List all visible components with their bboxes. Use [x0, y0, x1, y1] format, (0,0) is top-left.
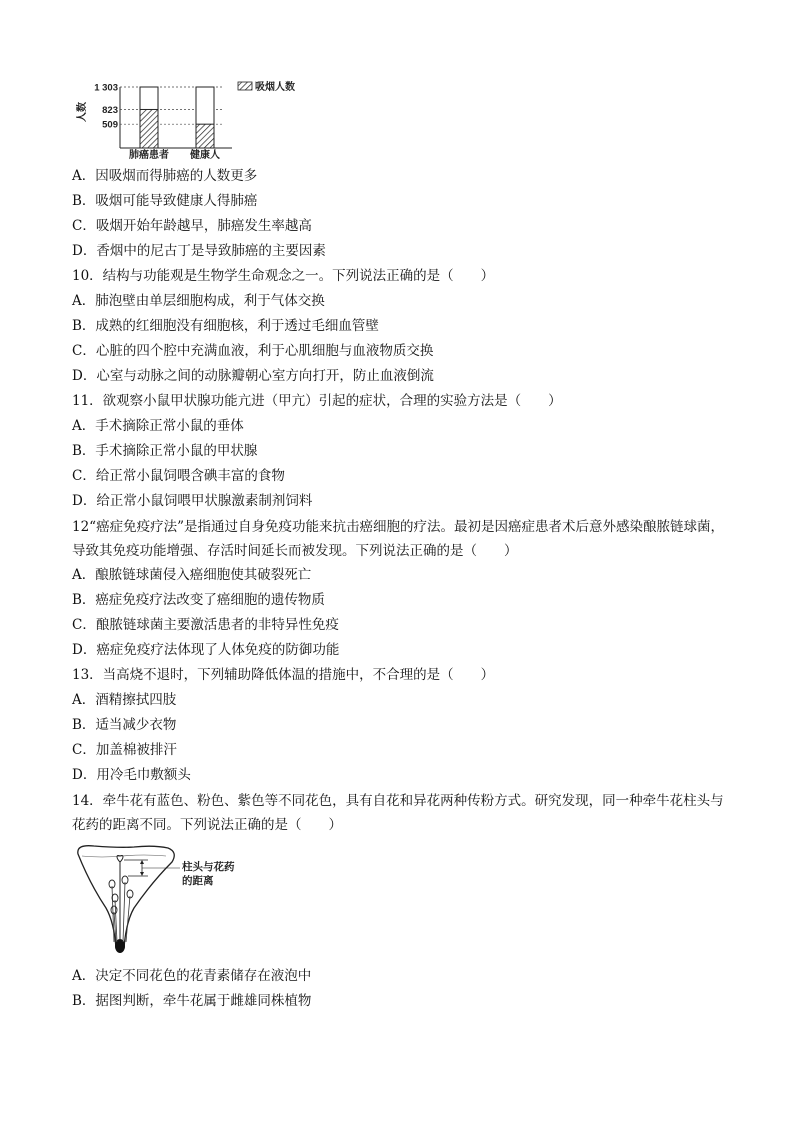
- stamen-filament: [123, 882, 125, 942]
- q10-option-a[interactable]: A．肺泡壁由单层细胞构成，利于气体交换: [72, 293, 325, 309]
- smoker-bar: [196, 124, 214, 148]
- q12-option-b[interactable]: B．癌症免疫疗法改变了癌细胞的遗传物质: [72, 592, 325, 608]
- q9-option-c[interactable]: C．吸烟开始年龄越早，肺癌发生率越高: [72, 218, 312, 234]
- y-tick-label: 509: [102, 119, 118, 131]
- q13-option-a[interactable]: A．酒精擦拭四肢: [72, 692, 177, 708]
- figure-label-line-2: 的距离: [182, 875, 214, 887]
- q11-option-c[interactable]: C．给正常小鼠饲喂含碘丰富的食物: [72, 468, 285, 484]
- arrow-head-down: [140, 872, 144, 876]
- q12-option-d[interactable]: D．癌症免疫疗法体现了人体免疫的防御功能: [72, 642, 340, 658]
- q13-option-b[interactable]: B．适当减少衣物: [72, 717, 177, 733]
- q12-option-a[interactable]: A．酿脓链球菌侵入癌细胞使其破裂死亡: [72, 567, 312, 583]
- legend-swatch: [238, 82, 252, 90]
- y-tick-label: 823: [102, 104, 118, 116]
- q14-stem: 14．牵牛花有蓝色、粉色、紫色等不同花色，具有自花和异花两种传粉方式。研究发现，同一种牵牛花柱头与花药的距离不同。下列说法正确的是（ ）: [72, 793, 724, 833]
- q10-stem: 10．结构与功能观是生物学生命观念之一。下列说法正确的是（ ）: [72, 268, 495, 284]
- q11-stem: 11．欲观察小鼠甲状腺功能亢进（甲亢）引起的症状，合理的实验方法是（ ）: [72, 393, 562, 409]
- q10-option-c[interactable]: C．心脏的四个腔中充满血液，利于心肌细胞与血液物质交换: [72, 343, 434, 359]
- q10-option-d[interactable]: D．心室与动脉之间的动脉瓣朝心室方向打开，防止血液倒流: [72, 368, 434, 384]
- q13-option-c[interactable]: C．加盖棉被排汗: [72, 742, 177, 758]
- morning-glory-flower-diagram: [72, 842, 262, 960]
- q12-stem: 12“癌症免疫疗法”是指通过自身免疫功能来抗击癌细胞的疗法。最初是因癌症患者术后意外感染酿脓链球菌，导致其免疫功能增强、存活时间延长而被发现。下列说法正确的是（ ）: [72, 519, 724, 559]
- smoker-bar: [140, 109, 158, 148]
- q9-option-b[interactable]: B．吸烟可能导致健康人得肺癌: [72, 193, 258, 209]
- x-category-label: 肺癌患者: [129, 150, 169, 161]
- y-axis-label: 人数: [77, 102, 88, 122]
- q13-option-d[interactable]: D．用冷毛巾敷额头: [72, 767, 191, 783]
- q13-stem: 13．当高烧不退时，下列辅助降低体温的措施中，不合理的是（ ）: [72, 667, 495, 683]
- q14-option-a[interactable]: A．决定不同花色的花青素储存在液泡中: [72, 968, 312, 984]
- q11-option-b[interactable]: B．手术摘除正常小鼠的甲状腺: [72, 443, 258, 459]
- corolla-outline: [78, 846, 174, 948]
- q12-option-c[interactable]: C．酿脓链球菌主要激活患者的非特异性免疫: [72, 617, 339, 633]
- q11-option-a[interactable]: A．手术摘除正常小鼠的垂体: [72, 418, 244, 434]
- y-tick-label: 1 303: [94, 82, 118, 94]
- x-category-label: 健康人: [190, 150, 220, 161]
- figure-label-line-1: 柱头与花药: [182, 861, 235, 873]
- q14-option-b[interactable]: B．据图判断，牵牛花属于雌雄同株植物: [72, 993, 312, 1009]
- q9-option-a[interactable]: A．因吸烟而得肺癌的人数更多: [72, 168, 258, 184]
- corolla-inner-line: [82, 855, 166, 857]
- smoking-bar-chart: [72, 76, 312, 162]
- q9-option-d[interactable]: D．香烟中的尼古丁是导致肺癌的主要因素: [72, 243, 326, 259]
- q10-option-b[interactable]: B．成熟的红细胞没有细胞核，利于透过毛细血管壁: [72, 318, 379, 334]
- legend-label: 吸烟人数: [255, 82, 295, 93]
- q11-option-d[interactable]: D．给正常小鼠饲喂甲状腺激素制剂饲料: [72, 493, 313, 509]
- arrow-head-up: [140, 860, 144, 864]
- ovary: [115, 939, 125, 953]
